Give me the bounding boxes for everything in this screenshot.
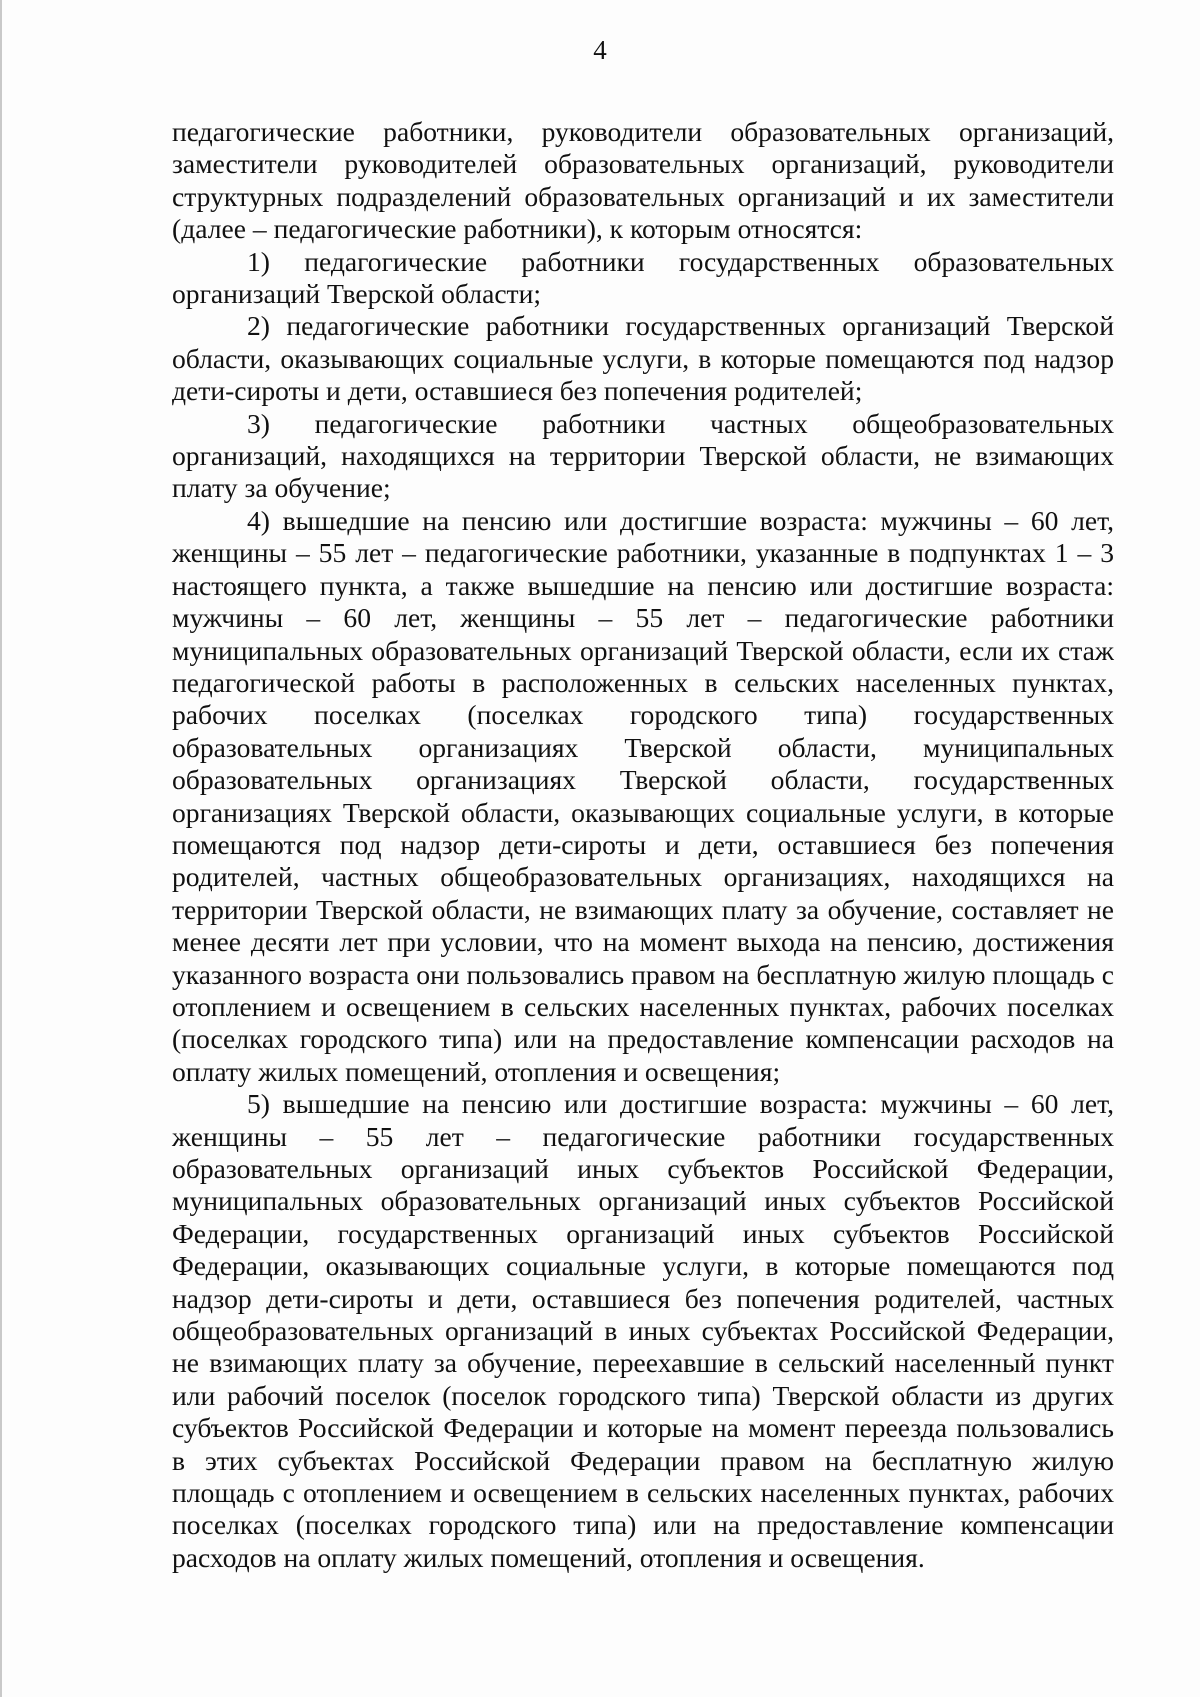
document-body — [172, 116, 1114, 1574]
scan-left-edge — [0, 0, 2, 1697]
paragraph-item-3: 3) педагогические работники частных общеобразовательных организаций, находящихся на территории Тверской области, не взимающих плату за обучение; — [172, 407, 1114, 504]
paragraph-item-5: 5) вышедшие на пенсию или достигшие возраста: мужчины – 60 лет, женщины – 55 лет – педагогические работники государственных образовательных организаций иных субъектов Российской Федерации, муниципальных образовательных организаций иных субъектов Российской Федерации, государственных организаций иных субъектов Российской Федерации, оказывающих социальные услуги, в которые помещаются под надзор дети-сироты и дети, оставшиеся без попечения родителей, частных общеобразовательных организаций в иных субъектах Российской Федерации, не взимающих плату за обучение, переехавшие в сельский населенный пункт или рабочий поселок (поселок городского типа) Тверской области из других субъектов Российской Федерации и которые на момент переезда пользовались в этих субъектах Российской Федерации правом на бесплатную жилую площадь с отоплением и освещением в сельских населенных пунктах, рабочих поселках (поселках городского типа) или на предоставление компенсации расходов на оплату жилых помещений, отопления и освещения. — [172, 1088, 1114, 1573]
paragraph-item-2: 2) педагогические работники государственных организаций Тверской области, оказывающих социальные услуги, в которые помещаются под надзор дети-сироты и дети, оставшиеся без попечения родителей; — [172, 310, 1114, 407]
paragraph-item-1: 1) педагогические работники государственных образовательных организаций Тверской области; — [172, 245, 1114, 310]
paragraph-item-4: 4) вышедшие на пенсию или достигшие возраста: мужчины – 60 лет, женщины – 55 лет – педагогические работники, указанные в подпунктах 1 – 3 настоящего пункта, а также вышедшие на пенсию или достигшие возраста: мужчины – 60 лет, женщины – 55 лет – педагогические работники муниципальных образовательных организаций Тверской области, если их стаж педагогической работы в расположенных в сельских населенных пунктах, рабочих поселках (поселках городского типа) государственных образовательных организациях Тверской области, муниципальных образовательных организациях Тверской области, государственных организациях Тверской области, оказывающих социальные услуги, в которые помещаются под надзор дети-сироты и дети, оставшиеся без попечения родителей, частных общеобразовательных организациях, находящихся на территории Тверской области, не взимающих плату за обучение, составляет не менее десяти лет при условии, что на момент выхода на пенсию, достижения указанного возраста они пользовались правом на бесплатную жилую площадь с отоплением и освещением в сельских населенных пунктах, рабочих поселках (поселках городского типа) или на предоставление компенсации расходов на оплату жилых помещений, отопления и освещения; — [172, 504, 1114, 1087]
paragraph-intro: педагогические работники, руководители образовательных организаций, заместители руководителей образовательных организаций, руководители структурных подразделений образовательных организаций и их заместители (далее – педагогические работники), к которым относятся: — [172, 116, 1114, 245]
page-number: 4 — [593, 35, 607, 65]
